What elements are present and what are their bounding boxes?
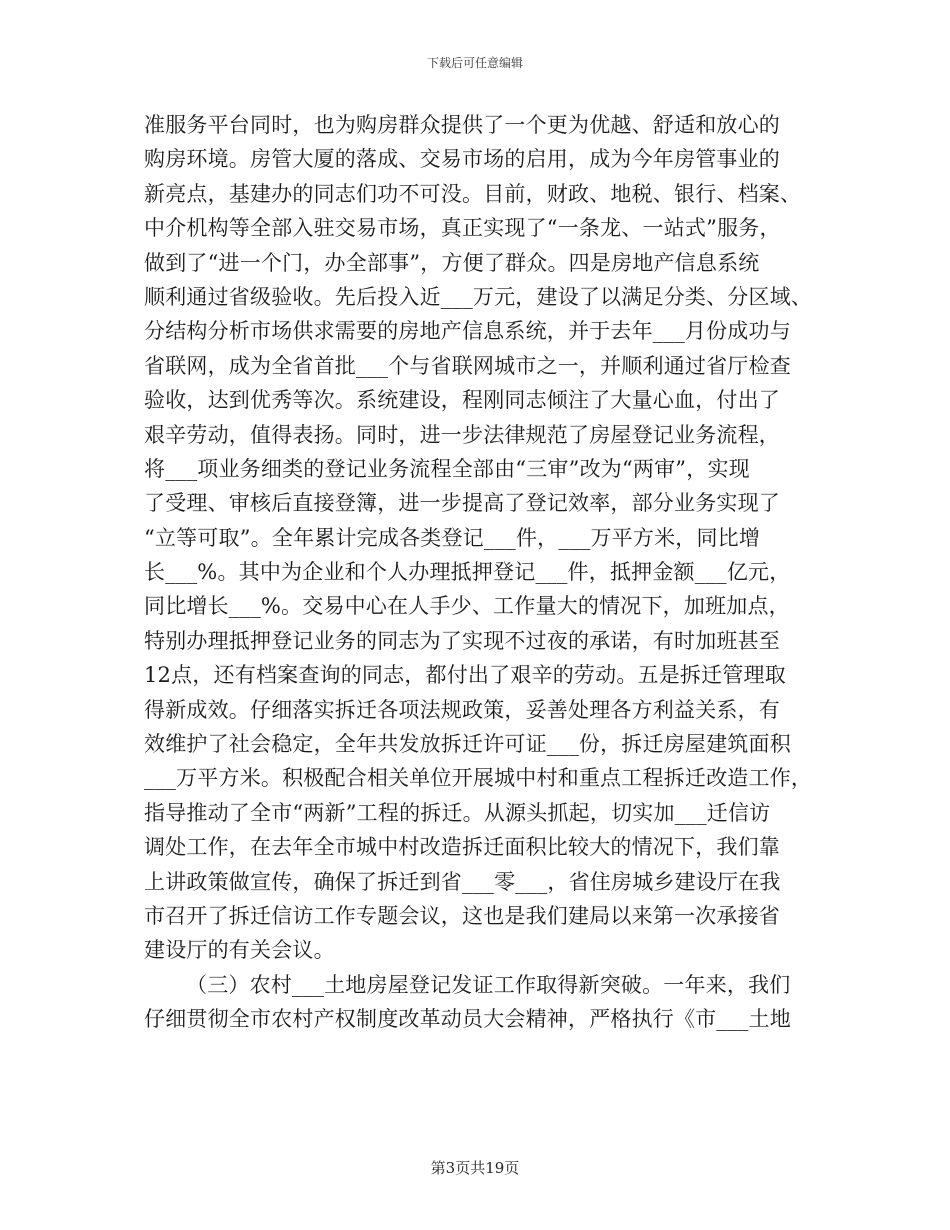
body-line: 12点，还有档案查询的同志，都付出了艰辛的劳动。五是拆迁管理取 xyxy=(144,663,786,688)
page-number: 第3页共19页 xyxy=(430,1159,520,1177)
body-line: 仔细贯彻全市农村产权制度改革动员大会精神，严格执行《市___土地 xyxy=(144,1007,791,1032)
body-line: 购房环境。房管大厦的落成、交易市场的启用，成为今年房管事业的 xyxy=(144,147,780,172)
body-line: 调处工作，在去年全市城中村改造拆迁面积比较大的情况下，我们靠 xyxy=(144,835,780,860)
body-line: 将___项业务细类的登记业务流程全部由“三审”改为“两审”，实现 xyxy=(144,456,750,481)
body-line: 分结构分析市场供求需要的房地产信息系统，并于去年___月份成功与 xyxy=(144,319,791,344)
body-line: 准服务平台同时，也为购房群众提供了一个更为优越、舒适和放心的 xyxy=(144,113,780,137)
body-line: 市召开了拆迁信访工作专题会议，这也是我们建局以来第一次承接省 xyxy=(144,903,780,928)
body-line: “立等可取”。全年累计完成各类登记___件，___万平方米，同比增 xyxy=(144,525,761,550)
body-line: 中介机构等全部入驻交易市场，真正实现了“一条龙、一站式”服务， xyxy=(144,216,781,241)
body-line: 省联网，成为全省首批___个与省联网城市之一，并顺利通过省厅检查 xyxy=(144,353,791,378)
body-line: 顺利通过省级验收。先后投入近___万元，建设了以满足分类、分区域、 xyxy=(144,284,813,309)
body-line: 同比增长___%。交易中心在人手少、工作量大的情况下，加班加点， xyxy=(144,594,790,619)
page-header: 下载后可任意编辑 xyxy=(426,56,523,70)
body-line: 了受理、审核后直接登簿，进一步提高了登记效率，部分业务实现了 xyxy=(144,491,780,516)
body-line: 新亮点，基建办的同志们功不可没。目前，财政、地税、银行、档案、 xyxy=(144,181,802,206)
section-heading-line: （三）农村___土地房屋登记发证工作取得新突破。一年来，我们 xyxy=(186,972,791,997)
body-line: 艰辛劳动，值得表扬。同时，进一步法律规范了房屋登记业务流程， xyxy=(144,422,780,447)
body-line: 建设厅的有关会议。 xyxy=(144,938,335,963)
body-line: 效维护了社会稳定，全年共发放拆迁许可证___份，拆迁房屋建筑面积 xyxy=(144,732,791,757)
body-line: 长___%。其中为企业和个人办理抵押登记___件，抵押金额___亿元， xyxy=(144,560,791,585)
body-line: 做到了“进一个门，办全部事”，方便了群众。四是房地产信息系统 xyxy=(144,250,760,275)
body-line: 特别办理抵押登记业务的同志为了实现不过夜的承诺，有时加班甚至 xyxy=(144,628,780,653)
body-line: 上讲政策做宣传，确保了拆迁到省___零___，省住房城乡建设厅在我 xyxy=(144,869,781,894)
body-line: ___万平方米。积极配合相关单位开展城中村和重点工程拆迁改造工作， xyxy=(144,766,813,791)
body-line: 验收，达到优秀等次。系统建设，程刚同志倾注了大量心血，付出了 xyxy=(144,388,780,413)
body-line: 指导推动了全市“两新”工程的拆迁。从源头抓起，切实加___迁信访 xyxy=(144,800,771,825)
document-body xyxy=(144,108,824,1037)
body-line: 得新成效。仔细落实拆迁各项法规政策，妥善处理各方利益关系，有 xyxy=(144,697,780,722)
